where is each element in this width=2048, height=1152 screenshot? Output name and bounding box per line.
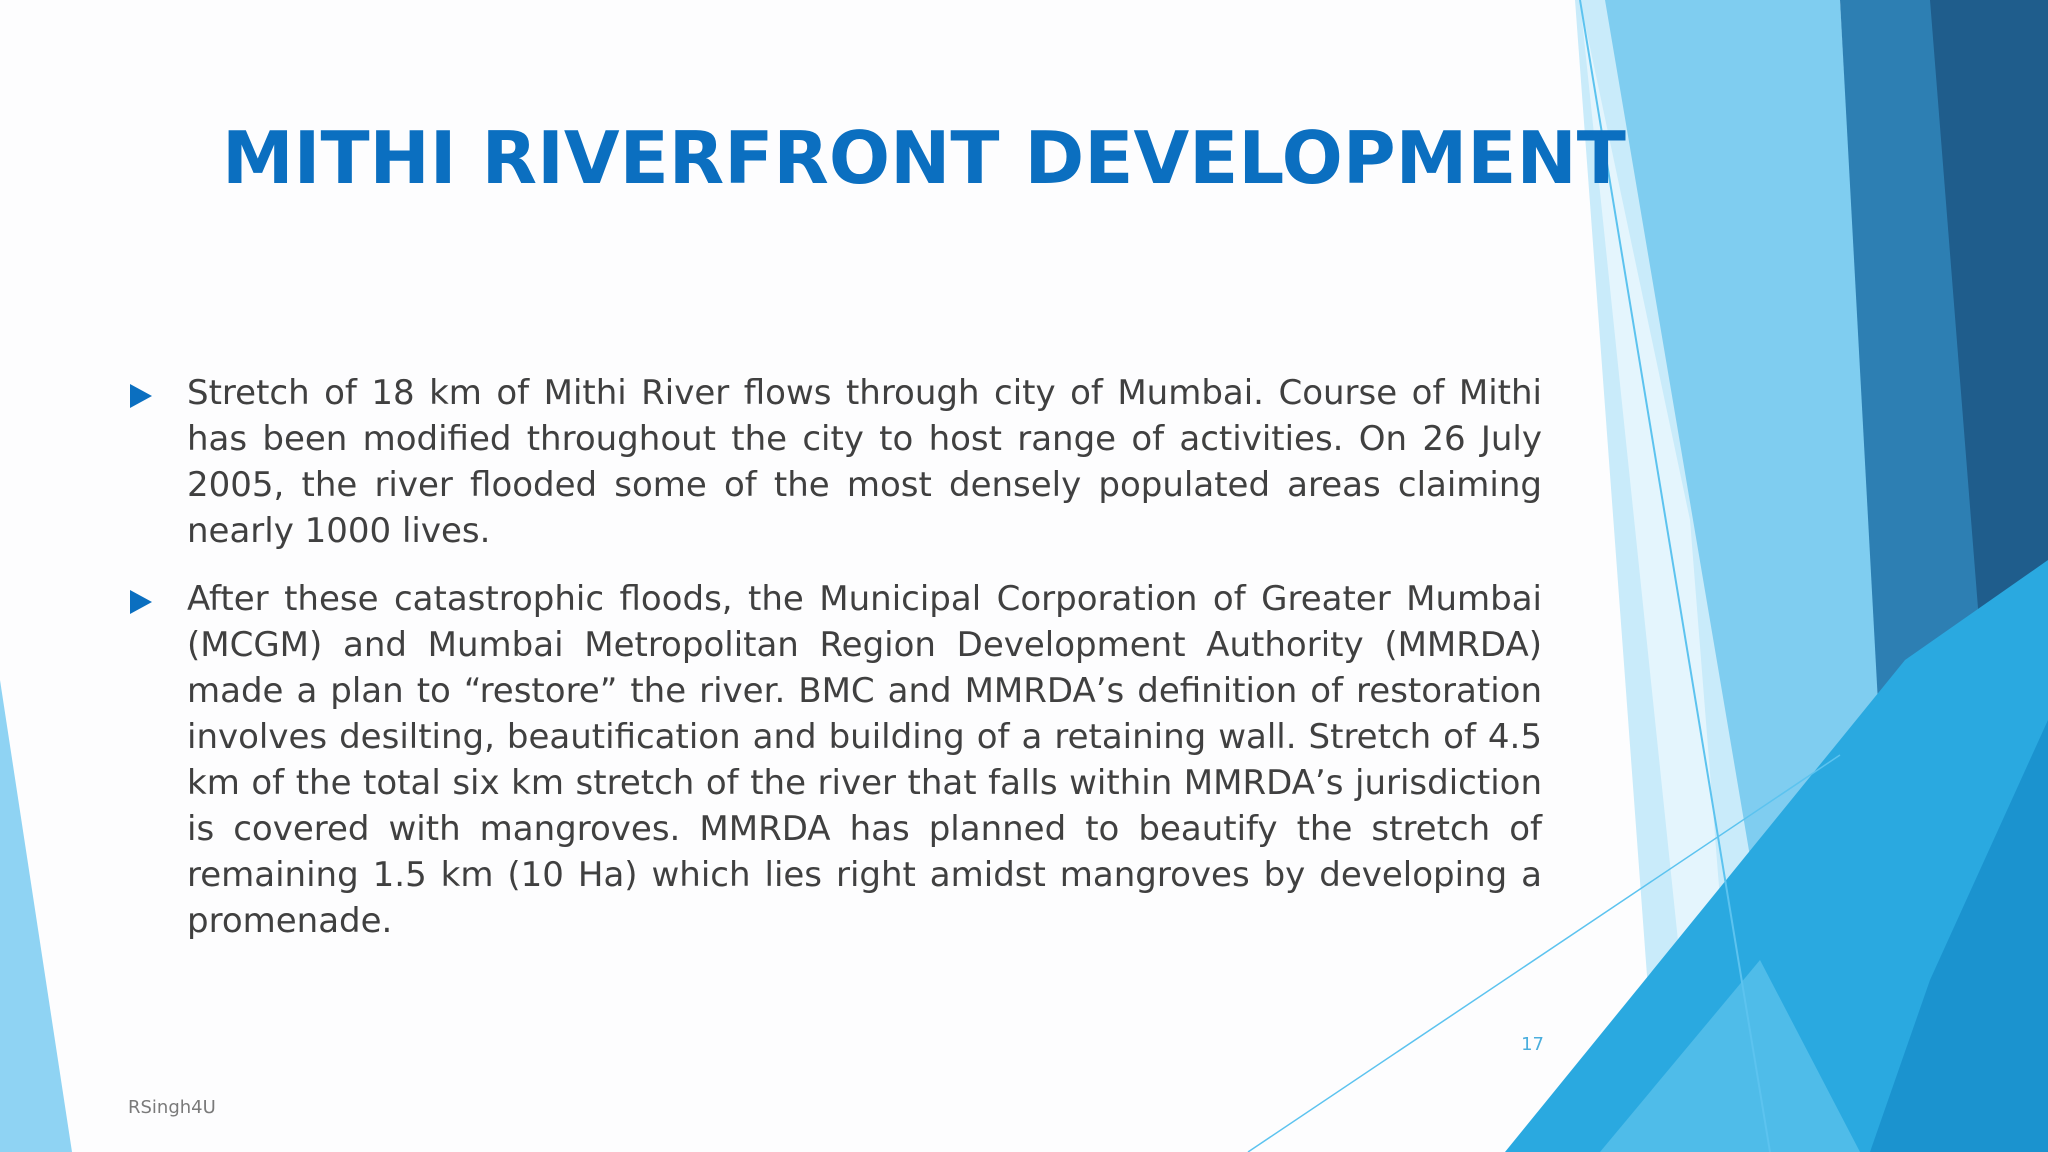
- bullet-item: [130, 370, 1542, 554]
- page-number: 17: [1521, 1034, 1544, 1055]
- bullet-item: [130, 576, 1542, 944]
- triangle-bullet-icon: [130, 590, 152, 614]
- left-accent-shape: [0, 680, 72, 1152]
- footer-credit: RSingh4U: [128, 1097, 216, 1118]
- bullet-text: Stretch of 18 km of Mithi River flows through city of Mumbai. Course of Mithi has been modified throughout the city to host range of activities. On 26 July 2005, the river flooded some of the most densely populated areas claiming nearly 1000 lives.: [187, 373, 1542, 551]
- slide-title: MITHI RIVERFRONT DEVELOPMENT: [222, 116, 1626, 200]
- bullet-list: [130, 370, 1542, 966]
- triangle-bullet-icon: [130, 384, 152, 408]
- bullet-text: After these catastrophic floods, the Municipal Corporation of Greater Mumbai (MCGM) and Mumbai Metropolitan Region Development Authority (MMRDA) made a plan to “restore” the river. BMC and MMRDA’s definition of restoration involves desilting, beautification and building of a retaining wall. Stretch of 4.5 km of the total six km stretch of the river that falls within MMRDA’s jurisdiction is covered with mangroves. MMRDA has planned to beautify the stretch of remaining 1.5 km (10 Ha) which lies right amidst mangroves by developing a promenade.: [187, 579, 1542, 941]
